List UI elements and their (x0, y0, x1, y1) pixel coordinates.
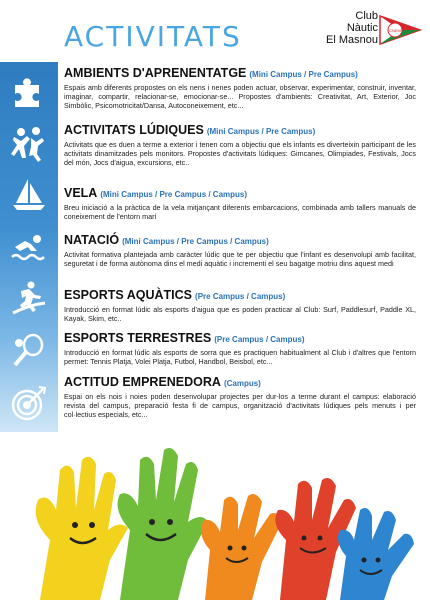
section-title-text: ACTIVITATS LÚDIQUES (64, 123, 204, 137)
hand-orange (201, 494, 282, 600)
section-emprenedora (64, 375, 416, 419)
section-title-text: AMBIENTS D'APRENENTATGE (64, 66, 247, 80)
section-natacio (64, 233, 416, 268)
section-title (64, 233, 416, 249)
section-title-text: ESPORTS AQUÀTICS (64, 288, 193, 302)
club-name-line1: Club (355, 10, 378, 22)
tennis-icon (0, 328, 58, 374)
section-subtitle: (Campus) (223, 379, 261, 388)
painted-hands-image (0, 430, 430, 600)
icon-sidebar (0, 62, 58, 432)
section-text: Activitat formativa plantejada amb caràcter lúdic que te per objectiu que l'infant es desenvolupi amb facilitat, seguretat i de forma autònoma dins el medi aquàtic i incrementi el seu bagatge motriu dins aquest medi (64, 250, 416, 268)
hand-green (118, 448, 208, 600)
svg-text:CNEM: CNEM (389, 28, 401, 33)
section-title-text: VELA (64, 186, 98, 200)
section-subtitle: (Mini Campus / Pre Campus / Campus) (100, 190, 248, 199)
section-subtitle: (Mini Campus / Pre Campus) (249, 70, 358, 79)
surfer-icon (0, 276, 58, 322)
page-title: ACTIVITATS (64, 20, 242, 53)
swimmer-icon (0, 224, 58, 270)
section-title (64, 288, 416, 304)
section-title-text: NATACIÓ (64, 233, 120, 247)
club-logo (300, 8, 422, 52)
section-title (64, 186, 416, 202)
section-subtitle: (Pre Campus / Campus) (195, 292, 286, 301)
section-text: Introducció en format lúdic als esports de sorra que es practiquen habitualment al Club i d'altres que l'entorn permet: Tennis Platja, Volei Platja, Futbol, Handbol, Beisbol, etc... (64, 348, 416, 366)
club-name-line3: El Masnou (326, 34, 378, 46)
section-subtitle: (Mini Campus / Pre Campus / Campus) (122, 237, 269, 246)
club-name-line2: Nàutic (346, 22, 378, 34)
section-subtitle: (Mini Campus / Pre Campus) (206, 127, 316, 136)
section-title (64, 331, 416, 347)
hand-yellow (36, 457, 128, 600)
section-text: Espais amb diferents propostes on els nens i nenes poden actuar, observar, experimentar, construir, inventar, imaginar, compartir, relacionar-se, emocionar-se... Propostes d'ambients: Creativitat, Art, Exterior, Joc Simbòlic, Psicomotricitat/Dansa, Autoconeixement, etc... (64, 83, 416, 110)
section-title (64, 66, 416, 82)
section-vela (64, 186, 416, 221)
section-subtitle: (Pre Campus / Campus) (214, 335, 305, 344)
section-ambients (64, 66, 416, 110)
section-ludiques (64, 123, 416, 167)
section-text: Breu iniciació a la pràctica de la vela mitjançant diferents embarcacions, combinada amb tallers manuals de coneixement de l'entorn marí (64, 203, 416, 221)
section-title-text: ESPORTS TERRESTRES (64, 331, 212, 345)
sailboat-icon (0, 172, 58, 218)
section-title (64, 123, 416, 139)
section-title (64, 375, 416, 391)
target-icon (0, 380, 58, 426)
section-terrestres (64, 331, 416, 366)
puzzle-icon (0, 68, 58, 114)
club-pennant-icon (378, 12, 422, 48)
section-text: Introducció en format lúdic als esports d'aigua que es poden practicar al Club: Surf, Paddlesurf, Paddle XL, Kayak, Skim, etc.. (64, 305, 416, 323)
club-name (326, 10, 378, 46)
section-text: Activitats que es duen a terme a exterior i tenen com a objectiu que els infants es diverteixin participant de les activitats dinamitzades pels monitors. Propostes d'activitats lúdiques: Gimcanes, Olimpiades, Festivals, Jocs del món, Jocs d'aigua, excursions, etc.. (64, 140, 416, 167)
section-text: Espai on els nois i noies poden desenvolupar projectes per dur-los a terme durant el campus: elaboració revista del campus, preparació festa fi de campus, organització d'activitats lúdiques pels menuts i per col·lectius especials, etc... (64, 392, 416, 419)
section-title-text: ACTITUD EMPRENEDORA (64, 375, 221, 389)
people-icon (0, 120, 58, 166)
section-aquatics (64, 288, 416, 323)
